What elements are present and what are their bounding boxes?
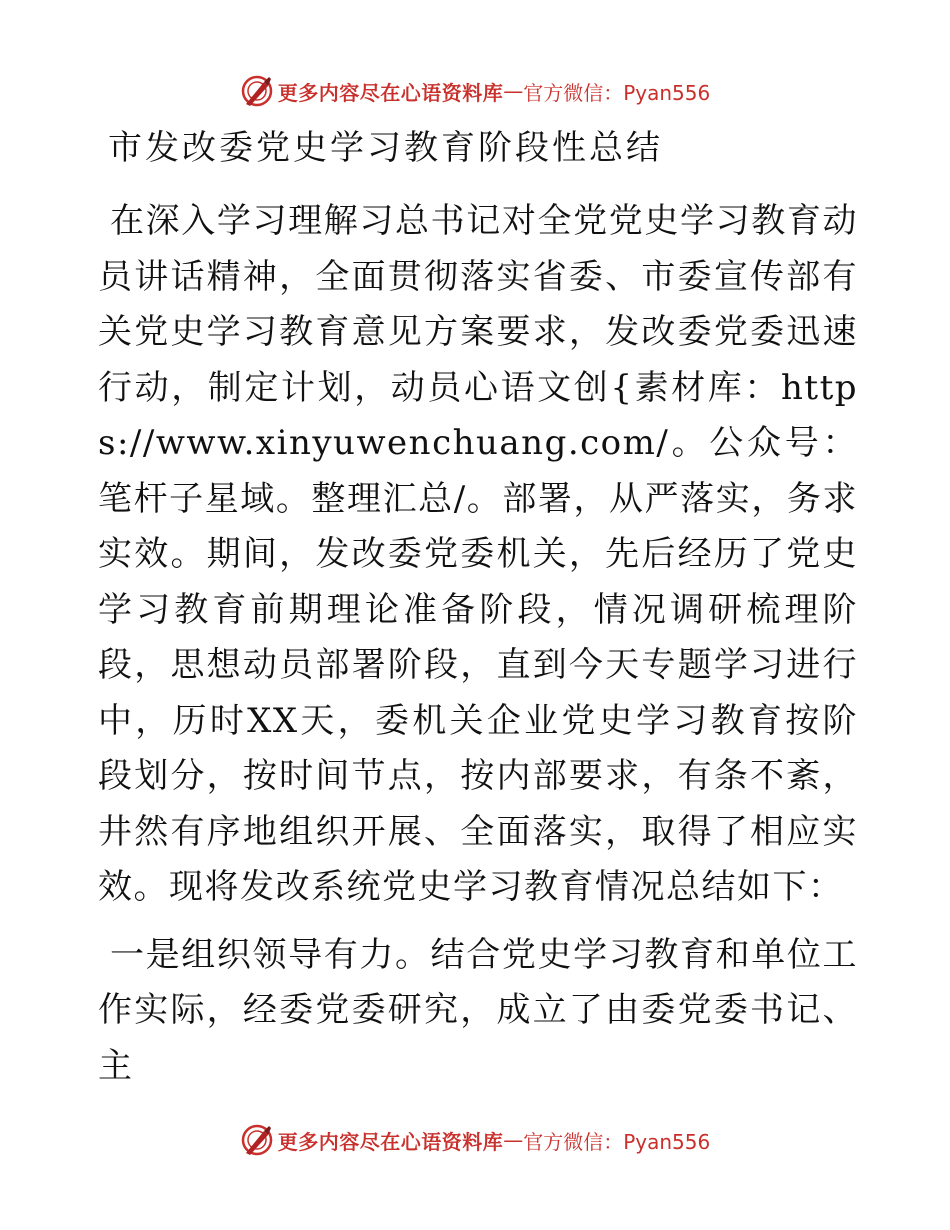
watermark-site-text: 更多内容尽在心语资料库: [277, 80, 504, 105]
footer-watermark: [0, 1120, 950, 1160]
watermark-site-text: 更多内容尽在心语资料库: [277, 1129, 504, 1154]
watermark-separator: —: [503, 1128, 524, 1152]
document-title: 市发改委党史学习教育阶段性总结: [108, 128, 663, 168]
document-body: [98, 194, 858, 1106]
watermark-contact-text: 官方微信：Pyan556: [523, 80, 711, 105]
watermark-separator: —: [503, 79, 524, 103]
paragraph-point-one: 一是组织领导有力。结合党史学习教育和单位工作实际，经委党委研究，成立了由委党委书记、主: [98, 934, 858, 1086]
watermark-contact-text: 官方微信：Pyan556: [523, 1129, 711, 1154]
paragraph-intro: 在深入学习理解习总书记对全党党史学习教育动员讲话精神，全面贯彻落实省委、市委宣传部有关党史学习教育意见方案要求，发改委党委迅速行动，制定计划，动员心语文创{素材库：https://www.xinyuwenchuang.com/。公众号：笔杆子星域。整理汇总/。部署，从严落实，务求实效。期间，发改委党委机关，先后经历了党史学习教育前期理论准备阶段，情况调研梳理阶段，思想动员部署阶段，直到今天专题学习进行中，历时XX天，委机关企业党史学习教育按阶段划分，按时间节点，按内部要求，有条不紊，井然有序地组织开展、全面落实，取得了相应实效。现将发改系统党史学习教育情况总结如下：: [98, 201, 858, 907]
pen-logo-icon: [240, 1123, 274, 1157]
pen-logo-icon: [240, 74, 274, 108]
header-watermark: [0, 71, 950, 111]
